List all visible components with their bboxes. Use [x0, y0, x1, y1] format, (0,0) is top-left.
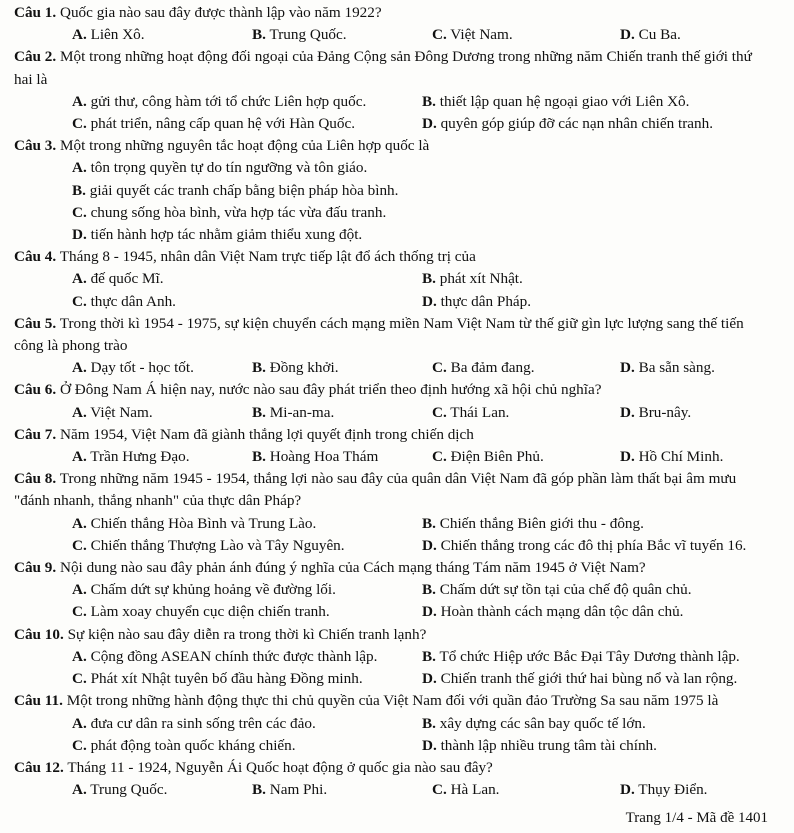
option-text: Liên Xô.: [90, 26, 145, 44]
option-text: chung sống hòa bình, vừa hợp tác vừa đấu tranh.: [90, 203, 387, 221]
option-key: B.: [252, 781, 266, 799]
question-text: Tháng 11 - 1924, Nguyễn Ái Quốc hoạt động ở quốc gia nào sau đây?: [67, 758, 493, 776]
option-key: D.: [422, 292, 437, 310]
question-text: Một trong những hành động thực thi chủ quyền của Việt Nam đối với quần đảo Trường Sa sau năm 1975 là: [66, 692, 719, 710]
option-key: B.: [252, 448, 266, 466]
answer-option[interactable]: [72, 646, 414, 668]
option-text: Chiến tranh thế giới thứ hai bùng nổ và lan rộng.: [440, 670, 738, 688]
answer-option[interactable]: [432, 779, 612, 801]
answer-option[interactable]: [432, 446, 612, 468]
answer-options: [14, 402, 772, 424]
question-text: Một trong những nguyên tắc hoạt động của Liên hợp quốc là: [60, 137, 430, 155]
option-text: Chiến thắng Thượng Lào và Tây Nguyên.: [90, 536, 345, 554]
option-text: Phát xít Nhật tuyên bố đầu hàng Đồng minh.: [90, 670, 363, 688]
answer-option[interactable]: [422, 113, 772, 135]
question-stem: [14, 624, 772, 646]
option-key: C.: [72, 115, 87, 133]
answer-option[interactable]: [72, 291, 414, 313]
option-text: Hoàng Hoa Thám: [269, 448, 379, 466]
option-text: đế quốc Mĩ.: [90, 270, 164, 288]
answer-option[interactable]: [432, 357, 612, 379]
question-text: Năm 1954, Việt Nam đã giành thắng lợi quyết định trong chiến dịch: [60, 425, 474, 443]
option-text: Tổ chức Hiệp ước Bắc Đại Tây Dương thành lập.: [439, 647, 740, 665]
option-key: B.: [422, 270, 436, 288]
option-key: B.: [422, 92, 436, 110]
answer-option[interactable]: [72, 779, 244, 801]
answer-option[interactable]: [72, 402, 244, 424]
option-key: B.: [422, 647, 436, 665]
option-key: C.: [72, 292, 87, 310]
option-key: B.: [422, 514, 436, 532]
answer-option[interactable]: [72, 713, 414, 735]
option-key: B.: [252, 403, 266, 421]
option-key: C.: [432, 448, 447, 466]
answer-option[interactable]: [72, 113, 414, 135]
option-key: A.: [72, 714, 87, 732]
question-number: Câu 8.: [14, 470, 57, 488]
option-text: giải quyết các tranh chấp bằng biện pháp hòa bình.: [89, 181, 399, 199]
answer-option[interactable]: [620, 779, 772, 801]
answer-options: [14, 579, 772, 623]
question-3: [14, 135, 772, 246]
option-key: A.: [72, 448, 87, 466]
answer-option[interactable]: [422, 646, 772, 668]
question-number: Câu 1.: [14, 4, 57, 21]
answer-option[interactable]: [72, 357, 244, 379]
option-key: C.: [72, 736, 87, 754]
option-key: D.: [422, 736, 437, 754]
answer-option[interactable]: [72, 202, 772, 224]
question-11: [14, 690, 772, 757]
option-text: phát xít Nhật.: [439, 270, 523, 288]
question-2: [14, 46, 772, 135]
question-stem: [14, 246, 772, 268]
answer-option[interactable]: [252, 779, 424, 801]
question-text: Một trong những hoạt động đối ngoại của Đảng Cộng sản Đông Dương trong những năm Chiến tranh thế giới thứ hai là: [14, 48, 752, 88]
answer-option[interactable]: [72, 446, 244, 468]
question-number: Câu 9.: [14, 559, 57, 577]
option-key: B.: [422, 714, 436, 732]
question-number: Câu 10.: [14, 625, 64, 643]
answer-option[interactable]: [620, 402, 772, 424]
option-key: A.: [72, 647, 87, 665]
question-number: Câu 4.: [14, 248, 57, 266]
option-text: Đồng khởi.: [269, 359, 339, 377]
option-key: D.: [620, 448, 635, 466]
answer-option[interactable]: [432, 24, 612, 46]
answer-option[interactable]: [620, 24, 772, 46]
answer-options: [14, 357, 772, 379]
option-text: Điện Biên Phủ.: [450, 448, 544, 466]
option-text: Trung Quốc.: [269, 26, 347, 44]
answer-option[interactable]: [422, 91, 772, 113]
answer-option[interactable]: [72, 601, 414, 623]
option-key: B.: [72, 181, 86, 199]
question-7: [14, 424, 772, 468]
option-text: Bru-nây.: [638, 403, 692, 421]
answer-option[interactable]: [422, 735, 772, 757]
answer-option[interactable]: [422, 268, 772, 290]
answer-option[interactable]: [422, 291, 772, 313]
answer-options: [14, 157, 772, 246]
option-text: Chiến thắng Biên giới thu - đông.: [439, 514, 644, 532]
question-stem: [14, 46, 772, 90]
question-6: [14, 379, 772, 423]
answer-options: [14, 446, 772, 468]
option-key: D.: [422, 115, 437, 133]
option-key: A.: [72, 359, 87, 377]
option-text: Trần Hưng Đạo.: [90, 448, 190, 466]
answer-option[interactable]: [422, 601, 772, 623]
answer-option[interactable]: [72, 668, 414, 690]
option-text: Chiến thắng trong các đô thị phía Bắc vĩ tuyến 16.: [440, 536, 747, 554]
answer-option[interactable]: [72, 180, 772, 202]
option-key: C.: [72, 203, 87, 221]
option-text: Ba sẵn sàng.: [638, 359, 715, 377]
option-text: Chiến thắng Hòa Bình và Trung Lào.: [90, 514, 317, 532]
question-stem: [14, 2, 772, 24]
option-key: D.: [422, 536, 437, 554]
answer-option[interactable]: [252, 446, 424, 468]
answer-options: [14, 91, 772, 135]
question-number: Câu 6.: [14, 381, 57, 399]
option-text: gửi thư, công hàm tới tổ chức Liên hợp quốc.: [90, 92, 367, 110]
question-text: Quốc gia nào sau đây được thành lập vào năm 1922?: [60, 4, 382, 21]
option-text: đưa cư dân ra sinh sống trên các đảo.: [90, 714, 316, 732]
option-key: A.: [72, 403, 87, 421]
option-key: C.: [432, 26, 447, 44]
question-stem: [14, 557, 772, 579]
option-text: phát động toàn quốc kháng chiến.: [90, 736, 296, 754]
option-text: tôn trọng quyền tự do tín ngưỡng và tôn giáo.: [90, 159, 368, 177]
option-text: Mi-an-ma.: [269, 403, 335, 421]
option-text: thành lập nhiều trung tâm tài chính.: [440, 736, 657, 754]
option-text: Làm xoay chuyển cục diện chiến tranh.: [90, 603, 330, 621]
option-key: B.: [252, 359, 266, 377]
question-number: Câu 7.: [14, 425, 57, 443]
question-1: [14, 2, 772, 46]
option-key: D.: [620, 403, 635, 421]
answer-options: [14, 779, 772, 801]
option-key: D.: [422, 670, 437, 688]
question-8: [14, 468, 772, 557]
answer-option[interactable]: [72, 513, 414, 535]
page-footer: Trang 1/4 - Mã đề 1401: [625, 809, 768, 826]
option-key: C.: [72, 536, 87, 554]
option-text: thiết lập quan hệ ngoại giao với Liên Xô.: [439, 92, 690, 110]
question-4: [14, 246, 772, 313]
option-text: Thái Lan.: [450, 403, 510, 421]
option-key: A.: [72, 159, 87, 177]
answer-option[interactable]: [252, 24, 424, 46]
answer-options: [14, 646, 772, 690]
option-key: A.: [72, 92, 87, 110]
option-text: Dạy tốt - học tốt.: [90, 359, 194, 377]
question-number: Câu 11.: [14, 692, 63, 710]
question-stem: [14, 690, 772, 712]
question-list: [14, 2, 772, 801]
answer-options: [14, 713, 772, 757]
option-text: Chấm dứt sự khủng hoảng về đường lối.: [90, 581, 336, 599]
answer-option[interactable]: [422, 668, 772, 690]
question-number: Câu 5.: [14, 314, 57, 332]
option-text: quyên góp giúp đỡ các nạn nhân chiến tranh.: [440, 115, 714, 133]
option-text: Ba đảm đang.: [450, 359, 535, 377]
answer-option[interactable]: [422, 579, 772, 601]
option-key: D.: [620, 26, 635, 44]
question-stem: [14, 379, 772, 401]
answer-option[interactable]: [72, 268, 414, 290]
answer-option[interactable]: [620, 357, 772, 379]
answer-option[interactable]: [422, 535, 772, 557]
question-5: [14, 313, 772, 380]
answer-option[interactable]: [422, 713, 772, 735]
question-text: Ở Đông Nam Á hiện nay, nước nào sau đây phát triển theo định hướng xã hội chủ nghĩa?: [60, 381, 602, 399]
answer-option[interactable]: [252, 357, 424, 379]
option-text: phát triển, nâng cấp quan hệ với Hàn Quốc.: [90, 115, 356, 133]
option-key: D.: [422, 603, 437, 621]
option-key: C.: [432, 359, 447, 377]
answer-option[interactable]: [72, 157, 772, 179]
answer-option[interactable]: [72, 579, 414, 601]
option-key: D.: [620, 781, 635, 799]
option-key: C.: [432, 781, 447, 799]
option-text: Hà Lan.: [450, 781, 500, 799]
option-key: B.: [422, 581, 436, 599]
question-number: Câu 2.: [14, 48, 57, 66]
option-text: Nam Phi.: [269, 781, 328, 799]
option-key: C.: [432, 403, 447, 421]
answer-option[interactable]: [252, 402, 424, 424]
option-key: C.: [72, 603, 87, 621]
option-key: A.: [72, 781, 87, 799]
option-text: Hồ Chí Minh.: [638, 448, 724, 466]
option-key: D.: [620, 359, 635, 377]
question-text: Trong thời kì 1954 - 1975, sự kiện chuyển cách mạng miền Nam Việt Nam từ thế giữ gìn lực lượng sang thế tiến công là phong trào: [14, 314, 744, 355]
option-text: Hoàn thành cách mạng dân tộc dân chủ.: [440, 603, 684, 621]
answer-options: [14, 513, 772, 557]
question-stem: [14, 424, 772, 446]
option-text: Chấm dứt sự tồn tại của chế độ quân chủ.: [439, 581, 692, 599]
option-text: thực dân Anh.: [90, 292, 176, 310]
answer-option[interactable]: [72, 535, 414, 557]
question-text: Tháng 8 - 1945, nhân dân Việt Nam trực tiếp lật đổ ách thống trị của: [59, 248, 476, 266]
option-text: Việt Nam.: [450, 26, 513, 44]
question-stem: [14, 468, 772, 512]
answer-option[interactable]: [72, 91, 414, 113]
option-text: Việt Nam.: [90, 403, 153, 421]
option-key: D.: [72, 226, 87, 244]
option-key: B.: [252, 26, 266, 44]
option-key: C.: [72, 670, 87, 688]
question-number: Câu 12.: [14, 758, 64, 776]
option-text: xây dựng các sân bay quốc tế lớn.: [439, 714, 646, 732]
question-text: Trong những năm 1945 - 1954, thắng lợi nào sau đây của quân dân Việt Nam đã góp phần làm thất bại âm mưu "đánh nhanh, thắng nhanh" của thực dân Pháp?: [14, 470, 737, 510]
option-text: Thụy Điển.: [638, 781, 708, 799]
answer-option[interactable]: [72, 24, 244, 46]
answer-option[interactable]: [72, 735, 414, 757]
option-text: tiến hành hợp tác nhằm giảm thiểu xung đột.: [90, 226, 363, 244]
option-key: A.: [72, 270, 87, 288]
question-9: [14, 557, 772, 624]
question-10: [14, 624, 772, 691]
option-text: Cộng đồng ASEAN chính thức được thành lập.: [90, 647, 378, 665]
answer-option[interactable]: [432, 402, 612, 424]
question-text: Sự kiện nào sau đây diễn ra trong thời kì Chiến tranh lạnh?: [67, 625, 427, 643]
option-key: A.: [72, 514, 87, 532]
option-key: A.: [72, 26, 87, 44]
question-12: [14, 757, 772, 801]
answer-options: [14, 24, 772, 46]
question-stem: [14, 135, 772, 157]
answer-option[interactable]: [422, 513, 772, 535]
option-text: Cu Ba.: [638, 26, 681, 44]
option-key: A.: [72, 581, 87, 599]
answer-options: [14, 268, 772, 312]
answer-option[interactable]: [72, 224, 772, 246]
question-stem: [14, 313, 772, 357]
question-text: Nội dung nào sau đây phản ánh đúng ý nghĩa của Cách mạng tháng Tám năm 1945 ở Việt Nam?: [60, 559, 646, 577]
option-text: thực dân Pháp.: [440, 292, 532, 310]
question-number: Câu 3.: [14, 137, 57, 155]
answer-option[interactable]: [620, 446, 772, 468]
question-stem: [14, 757, 772, 779]
option-text: Trung Quốc.: [90, 781, 168, 799]
